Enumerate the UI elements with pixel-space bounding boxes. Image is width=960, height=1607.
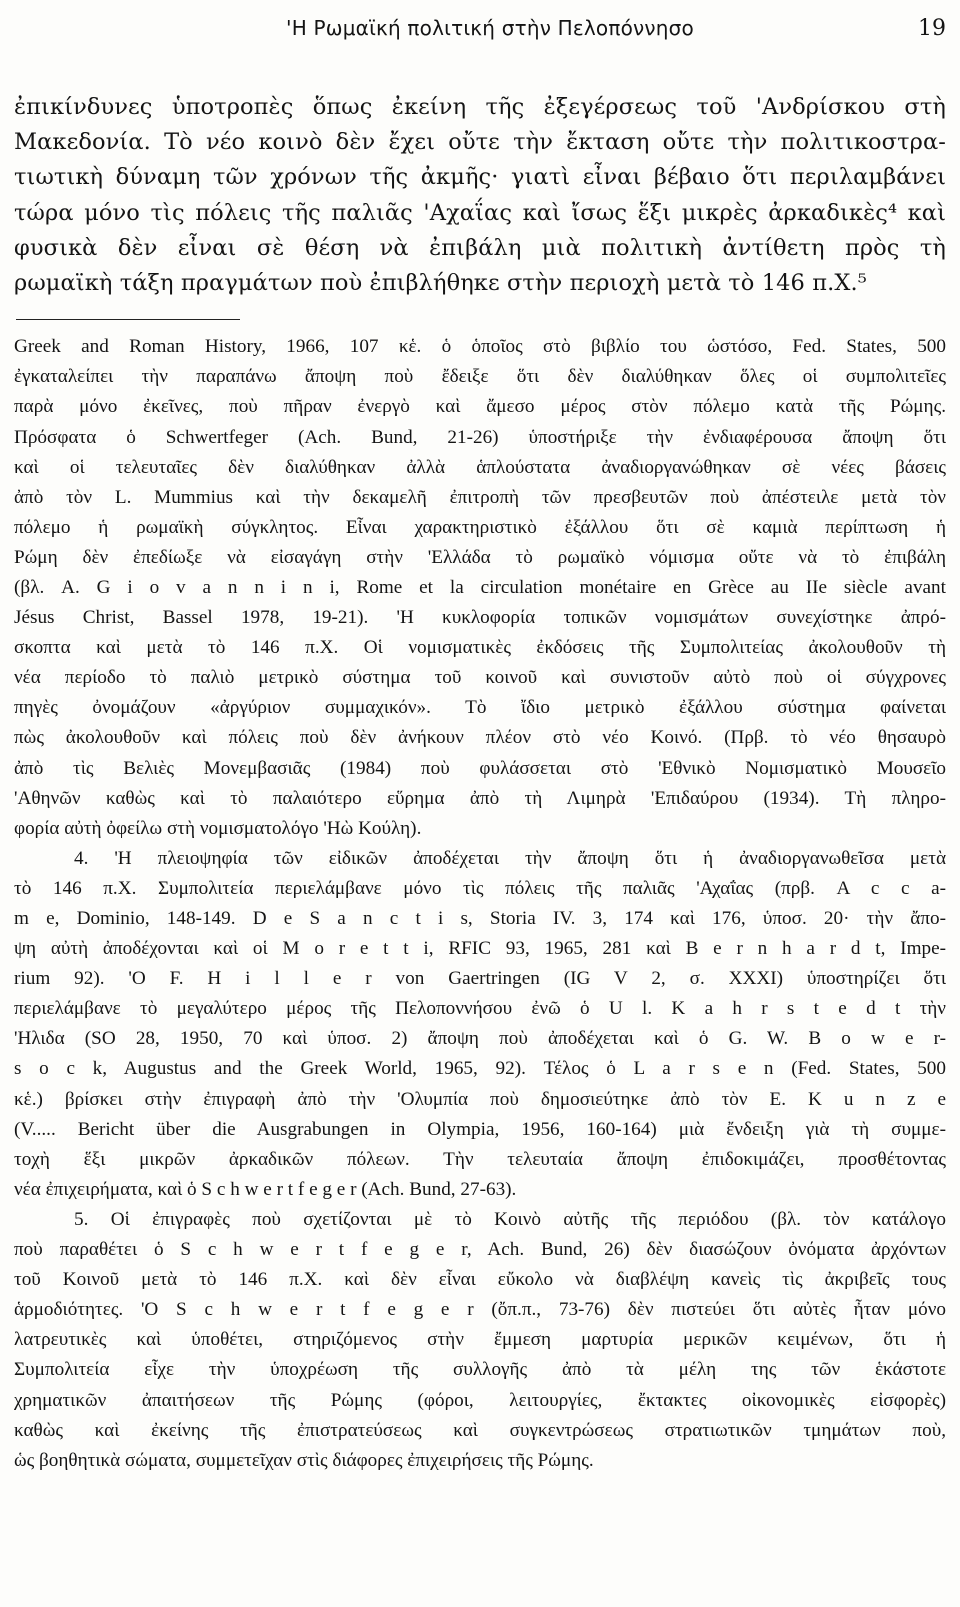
footnote-line: Συμπολιτεία εἶχε τὴν ὑποχρέωση τῆς συλλογῆς ἀπὸ τὰ μέλη της τῶν ἑκάστοτε [14, 1359, 946, 1381]
body-line: ἐπικίνδυνες ὑποτροπὲς ὅπως ἐκείνη τῆς ἐξεγέρσεως τοῦ 'Ανδρίσκου στὴ [14, 94, 946, 120]
footnote-line: πόλεμο ἡ ρωμαϊκὴ σύγκλητος. Εἶναι χαρακτηριστικὸ ἐξάλλου ὅτι σὲ καμιὰ περίπτωση ἡ [14, 516, 946, 538]
footnote-line: 'Αθηνῶν καθὼς καὶ τὸ παλαιότερο εὕρημα ἀπὸ τὴ Λιμηρὰ 'Επιδαύρου (1934). Τὴ πληρο- [14, 787, 946, 809]
footnote-line: τοχὴ ἕξι μικρῶν ἀρκαδικῶν πόλεων. Τὴν τελευταία ἄποψη ἐπιδοκιμάζει, προσθέτοντας [14, 1148, 946, 1170]
footnote-line: νέα περίοδο τὸ παλιὸ μετρικὸ σύστημα τοῦ κοινοῦ καὶ συνιστοῦν αὐτὸ ποὺ οἱ σύγχρονες [14, 667, 946, 689]
footnote-line: φορία αὐτὴ ὀφείλω στὴ νομισματολόγο 'Ηὼ Κούλη). [14, 817, 422, 839]
footnote-line: 'Ηλιδα (SO 28, 1950, 70 καὶ ὑποσ. 2) ἄποψη ποὺ ἀποδέχεται καὶ ὁ G. W. B o w e r- [14, 1028, 946, 1050]
footnote-line: (βλ. A. G i o v a n n i n i, Rome et la circulation monétaire en Grèce au IIe siècle avant [14, 576, 946, 598]
footnote-line: τοῦ Κοινοῦ μετὰ τὸ 146 π.Χ. καὶ δὲν εἶναι εὔκολο νὰ διαβλέψη κανεὶς τὶς ἀκριβεῖς τους [14, 1269, 946, 1291]
footnote-line: καὶ οἱ τελευταῖες δὲν διαλύθηκαν ἀλλὰ ἁπλούστατα ἀναδιοργανώθηκαν σὲ νέες βάσεις [14, 456, 946, 478]
footnote-line: ἀπὸ τὶς Βελιὲς Μονεμβασιᾶς (1984) ποὺ φυλάσσεται στὸ 'Εθνικὸ Νομισματικὸ Μουσεῖο [14, 757, 946, 779]
footnote-line: 4. 'Η πλειοψηφία τῶν εἰδικῶν ἀποδέχεται τὴν ἄποψη ὅτι ἡ ἀναδιοργανωθεῖσα μετὰ [74, 847, 946, 869]
page-number: 19 [918, 16, 946, 41]
footnotes-section [14, 332, 946, 1476]
body-line: τώρα μόνο τὶς πόλεις τῆς παλιᾶς 'Αχαΐας καὶ ἴσως ἕξι μικρὲς ἀρκαδικὲς⁴ καὶ [14, 199, 946, 226]
footnote-line: χρηματικῶν ἀπαιτήσεων τῆς Ρώμης (φόροι, λειτουργίες, ἔκτακτες οἰκονομικὲς εἰσφορὲς) [14, 1389, 946, 1411]
footnote-line: 5. Οἱ ἐπιγραφὲς ποὺ σχετίζονται μὲ τὸ Κοινὸ αὐτῆς τῆς περιόδου (βλ. τὸν κατάλογο [74, 1208, 946, 1230]
footnote-line: ἐγκαταλείπει τὴν παραπάνω ἄποψη ποὺ ἔδειξε ὅτι δὲν διαλύθηκαν ὅλες οἱ συμπολιτεῖες [14, 366, 946, 388]
footnote-line: ὡς βοηθητικὰ σώματα, συμμετεῖχαν στὶς διάφορες ἐπιχειρήσεις τῆς Ρώμης. [14, 1449, 594, 1471]
footnote-line: m e, Dominio, 148-149. D e S a n c t i s, Storia IV. 3, 174 καὶ 176, ὑποσ. 20· τὴν ἄπο- [14, 908, 946, 929]
footnote-line: s o c k, Augustus and the Greek World, 1965, 92). Τέλος ὁ L a r s e n (Fed. States, 500 [14, 1058, 946, 1080]
body-line: τιωτικὴ δύναμη τῶν χρόνων τῆς ἀκμῆς· γιατὶ εἶναι βέβαιο ὅτι περιλαμβάνει [14, 164, 946, 191]
footnote-line: πηγὲς ὀνομάζουν «ἀργύριον συμμαχικόν». Τὸ ἴδιο μετρικὸ ἐξάλλου σύστημα φαίνεται [14, 697, 946, 719]
footnote-line: σκοπτα καὶ μετὰ τὸ 146 π.Χ. Οἱ νομισματικὲς ἐκδόσεις τῆς Συμπολιτείας ἀκολουθοῦν τὴ [14, 637, 946, 659]
footnote-line: Ρώμη δὲν ἐπεδίωξε νὰ εἰσαγάγη στὴν 'Ελλάδα τὸ ρωμαϊκὸ νόμισμα οὔτε νὰ τὸ ἐπιβάλη [14, 546, 946, 568]
main-body-text [14, 90, 946, 301]
footnote-line: ψη αὐτὴ ἀποδέχονται καὶ οἱ M o r e t t i, RFIC 93, 1965, 281 καὶ B e r n h a r d t, Impe- [14, 938, 946, 960]
footnote-line: περιελάμβανε τὸ μεγαλύτερο μέρος τῆς Πελοποννήσου ἐνῶ ὁ U l. K a h r s t e d t τὴν [14, 998, 946, 1020]
page-header [14, 16, 946, 56]
footnote-line: rium 92). 'O F. H i l l e r von Gaertringen (IG V 2, σ. XXXI) ὑποστηρίζει ὅτι [14, 968, 946, 990]
footnote-line: κἑ.) βρίσκει στὴν ἐπιγραφὴ ἀπὸ τὴν 'Ολυμπία ποὺ δημοσιεύτηκε ἀπὸ τὸν E. K u n z e [14, 1088, 946, 1110]
footnote-line: τὸ 146 π.Χ. Συμπολιτεία περιελάμβανε μόνο τὶς πόλεις τῆς παλιᾶς 'Αχαΐας (πρβ. A c c a- [14, 877, 946, 899]
footnote-line: (V..... Bericht über die Ausgrabungen in Olympia, 1956, 160-164) μιὰ ἔνδειξη γιὰ τὴ συμμε- [14, 1118, 946, 1140]
footnote-line: ἁρμοδιότητες. 'O S c h w e r t f e g e r (ὄπ.π., 73-76) δὲν πιστεύει ὅτι αὐτὲς ἦταν μόνο [14, 1299, 946, 1321]
footnote-line: λατρευτικὲς καὶ ὑποθέτει, στηριζόμενος στὴν ἔμμεση μαρτυρία μερικῶν κειμένων, ὅτι ἡ [14, 1329, 946, 1351]
footnote-line: καθὼς καὶ ἐκείνης τῆς ἐπιστρατεύσεως καὶ συγκεντρώσεως στρατιωτικῶν τμημάτων ποὺ, [14, 1419, 946, 1441]
footnote-line: ἀπὸ τὸν L. Mummius καὶ τὴν δεκαμελῆ ἐπιτροπὴ τῶν πρεσβευτῶν ποὺ ἀπέστειλε μετὰ τὸν [14, 486, 946, 508]
running-title: 'Η Ρωμαϊκή πολιτική στὴν Πελοπόννησο [286, 16, 694, 40]
footnote-line: Jésus Christ, Bassel 1978, 19-21). 'Η κυκλοφορία τοπικῶν νομισμάτων συνεχίστηκε ἀπρό- [14, 607, 946, 629]
body-line: Μακεδονία. Τὸ νέο κοινὸ δὲν ἔχει οὔτε τὴν ἔκταση οὔτε τὴν πολιτικοστρα- [14, 129, 946, 156]
body-line: φυσικὰ δὲν εἶναι σὲ θέση νὰ ἐπιβάλη μιὰ πολιτικὴ ἀντίθετη πρὸς τὴ [14, 234, 946, 261]
footnote-line: Greek and Roman History, 1966, 107 κἑ. ὁ ὁποῖος στὸ βιβλίο του ὡστόσο, Fed. States, 500 [14, 336, 946, 358]
body-line: ρωμαϊκὴ τάξη πραγμάτων ποὺ ἐπιβλήθηκε στὴν περιοχὴ μετὰ τὸ 146 π.Χ.⁵ [14, 270, 867, 297]
footnote-line: νέα ἐπιχειρήματα, καὶ ὁ S c h w e r t f e g e r (Ach. Bund, 27-63). [14, 1178, 517, 1200]
footnote-line: ποὺ παραθέτει ὁ S c h w e r t f e g e r, Ach. Bund, 26) δὲν διασώζουν ὀνόματα ἀρχόντων [14, 1239, 946, 1261]
footnote-line: πὼς ἀκολουθοῦν καὶ πόλεις ποὺ δὲν ἀνήκουν πλέον στὸ νέο Κοινό. (Πρβ. τὸ νέο θησαυρὸ [14, 727, 946, 749]
footnote-line: Πρόσφατα ὁ Schwertfeger (Ach. Bund, 21-26) ὑποστήριξε τὴν ἐνδιαφέρουσα ἄποψη ὅτι [14, 426, 946, 448]
footnote-line: παρὰ μόνο ἐκεῖνες, ποὺ πῆραν ἐνεργὸ καὶ ἄμεσο μέρος στὸν πόλεμο κατὰ τῆς Ρώμης. [14, 396, 946, 418]
footnote-divider [16, 319, 240, 320]
